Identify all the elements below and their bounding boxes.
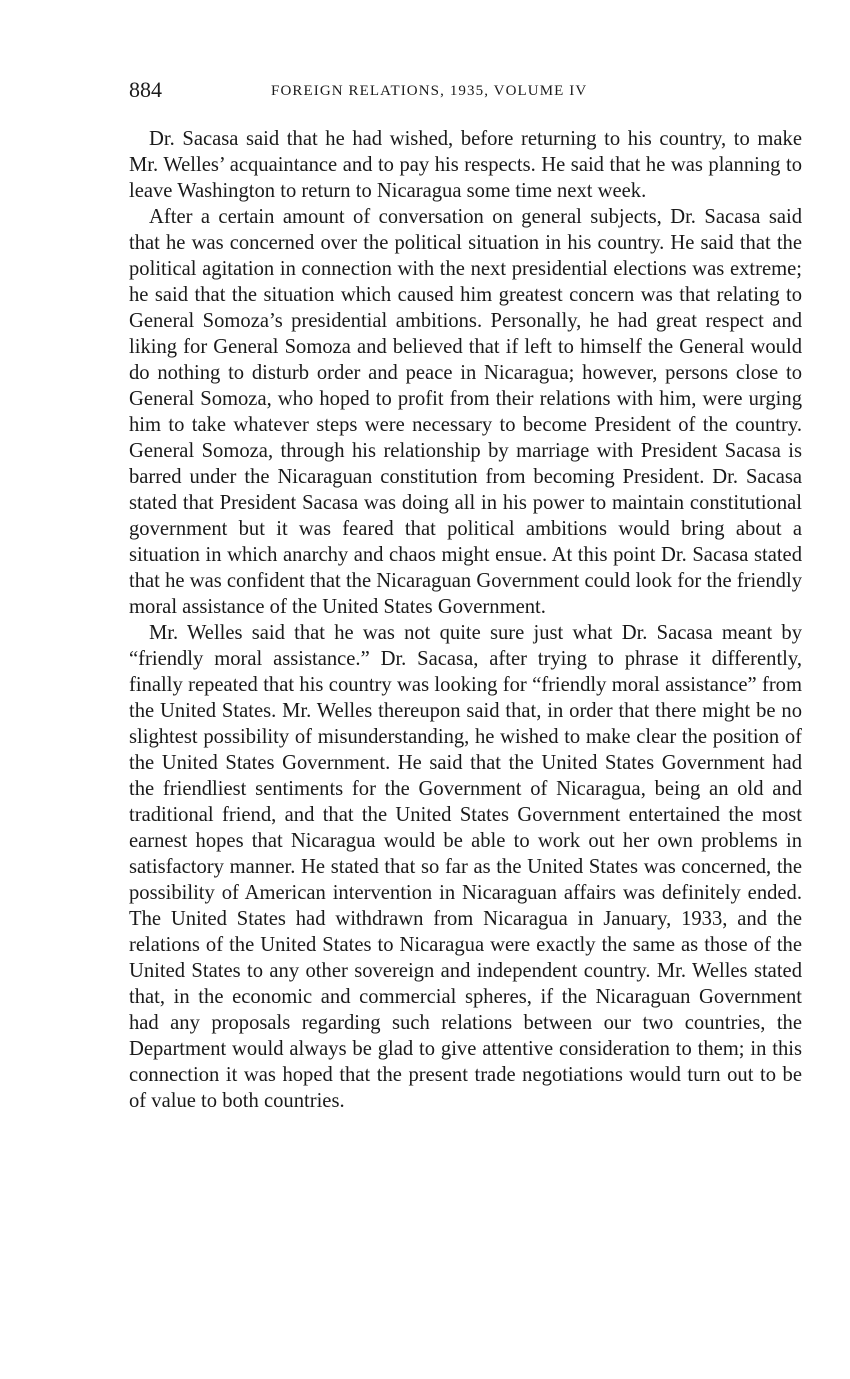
text-body xyxy=(129,126,802,1114)
running-head xyxy=(129,74,802,106)
paragraph-3: Mr. Welles said that he was not quite sure just what Dr. Sacasa meant by “friendly moral assistance.” Dr. Sacasa, after trying to phrase it differently, finally repeated that his country was looking for “friendly moral assistance” from the United States. Mr. Welles thereupon said that, in order that there might be no slightest possibility of misunderstanding, he wished to make clear the position of the United States Government. He said that the United States Government had the friendliest sentiments for the Government of Nicaragua, being an old and traditional friend, and that the United States Government entertained the most earnest hopes that Nicaragua would be able to work out her own problems in satisfactory manner. He stated that so far as the United States was concerned, the possibility of American intervention in Nicaraguan affairs was definitely ended. The United States had withdrawn from Nicaragua in January, 1933, and the relations of the United States to Nicaragua were exactly the same as those of the United States to any other sovereign and independent country. Mr. Welles stated that, in the economic and commercial spheres, if the Nicaraguan Government had any proposals regarding such relations between our two countries, the Department would always be glad to give attentive consideration to them; in this connection it was hoped that the present trade negotiations would turn out to be of value to both countries. xyxy=(129,622,802,1112)
page-number: 884 xyxy=(129,77,162,102)
document-page xyxy=(129,74,802,1114)
paragraph-2: After a certain amount of conversation on general subjects, Dr. Sacasa said that he was concerned over the political situation in his country. He said that the political agitation in connection with the next presidential elections was extreme; he said that the situation which caused him greatest concern was that relating to General Somoza’s presidential ambitions. Personally, he had great respect and liking for General Somoza and believed that if left to himself the General would do nothing to disturb order and peace in Nicaragua; however, persons close to General Somoza, who hoped to profit from their relations with him, were urging him to take whatever steps were necessary to become President of the country. General Somoza, through his relationship by marriage with President Sacasa is barred under the Nicaraguan constitution from becoming President. Dr. Sacasa stated that President Sacasa was doing all in his power to maintain constitutional government but it was feared that political ambitions would bring about a situation in which anarchy and chaos might ensue. At this point Dr. Sacasa stated that he was confident that the Nicaraguan Government could look for the friendly moral assistance of the United States Government. xyxy=(129,206,802,618)
paragraph-1: Dr. Sacasa said that he had wished, before returning to his country, to make Mr. Welles’ acquaintance and to pay his respects. He said that he was planning to leave Washington to return to Nicaragua some time next week. xyxy=(129,128,802,202)
running-title: FOREIGN RELATIONS, 1935, VOLUME IV xyxy=(271,83,588,99)
